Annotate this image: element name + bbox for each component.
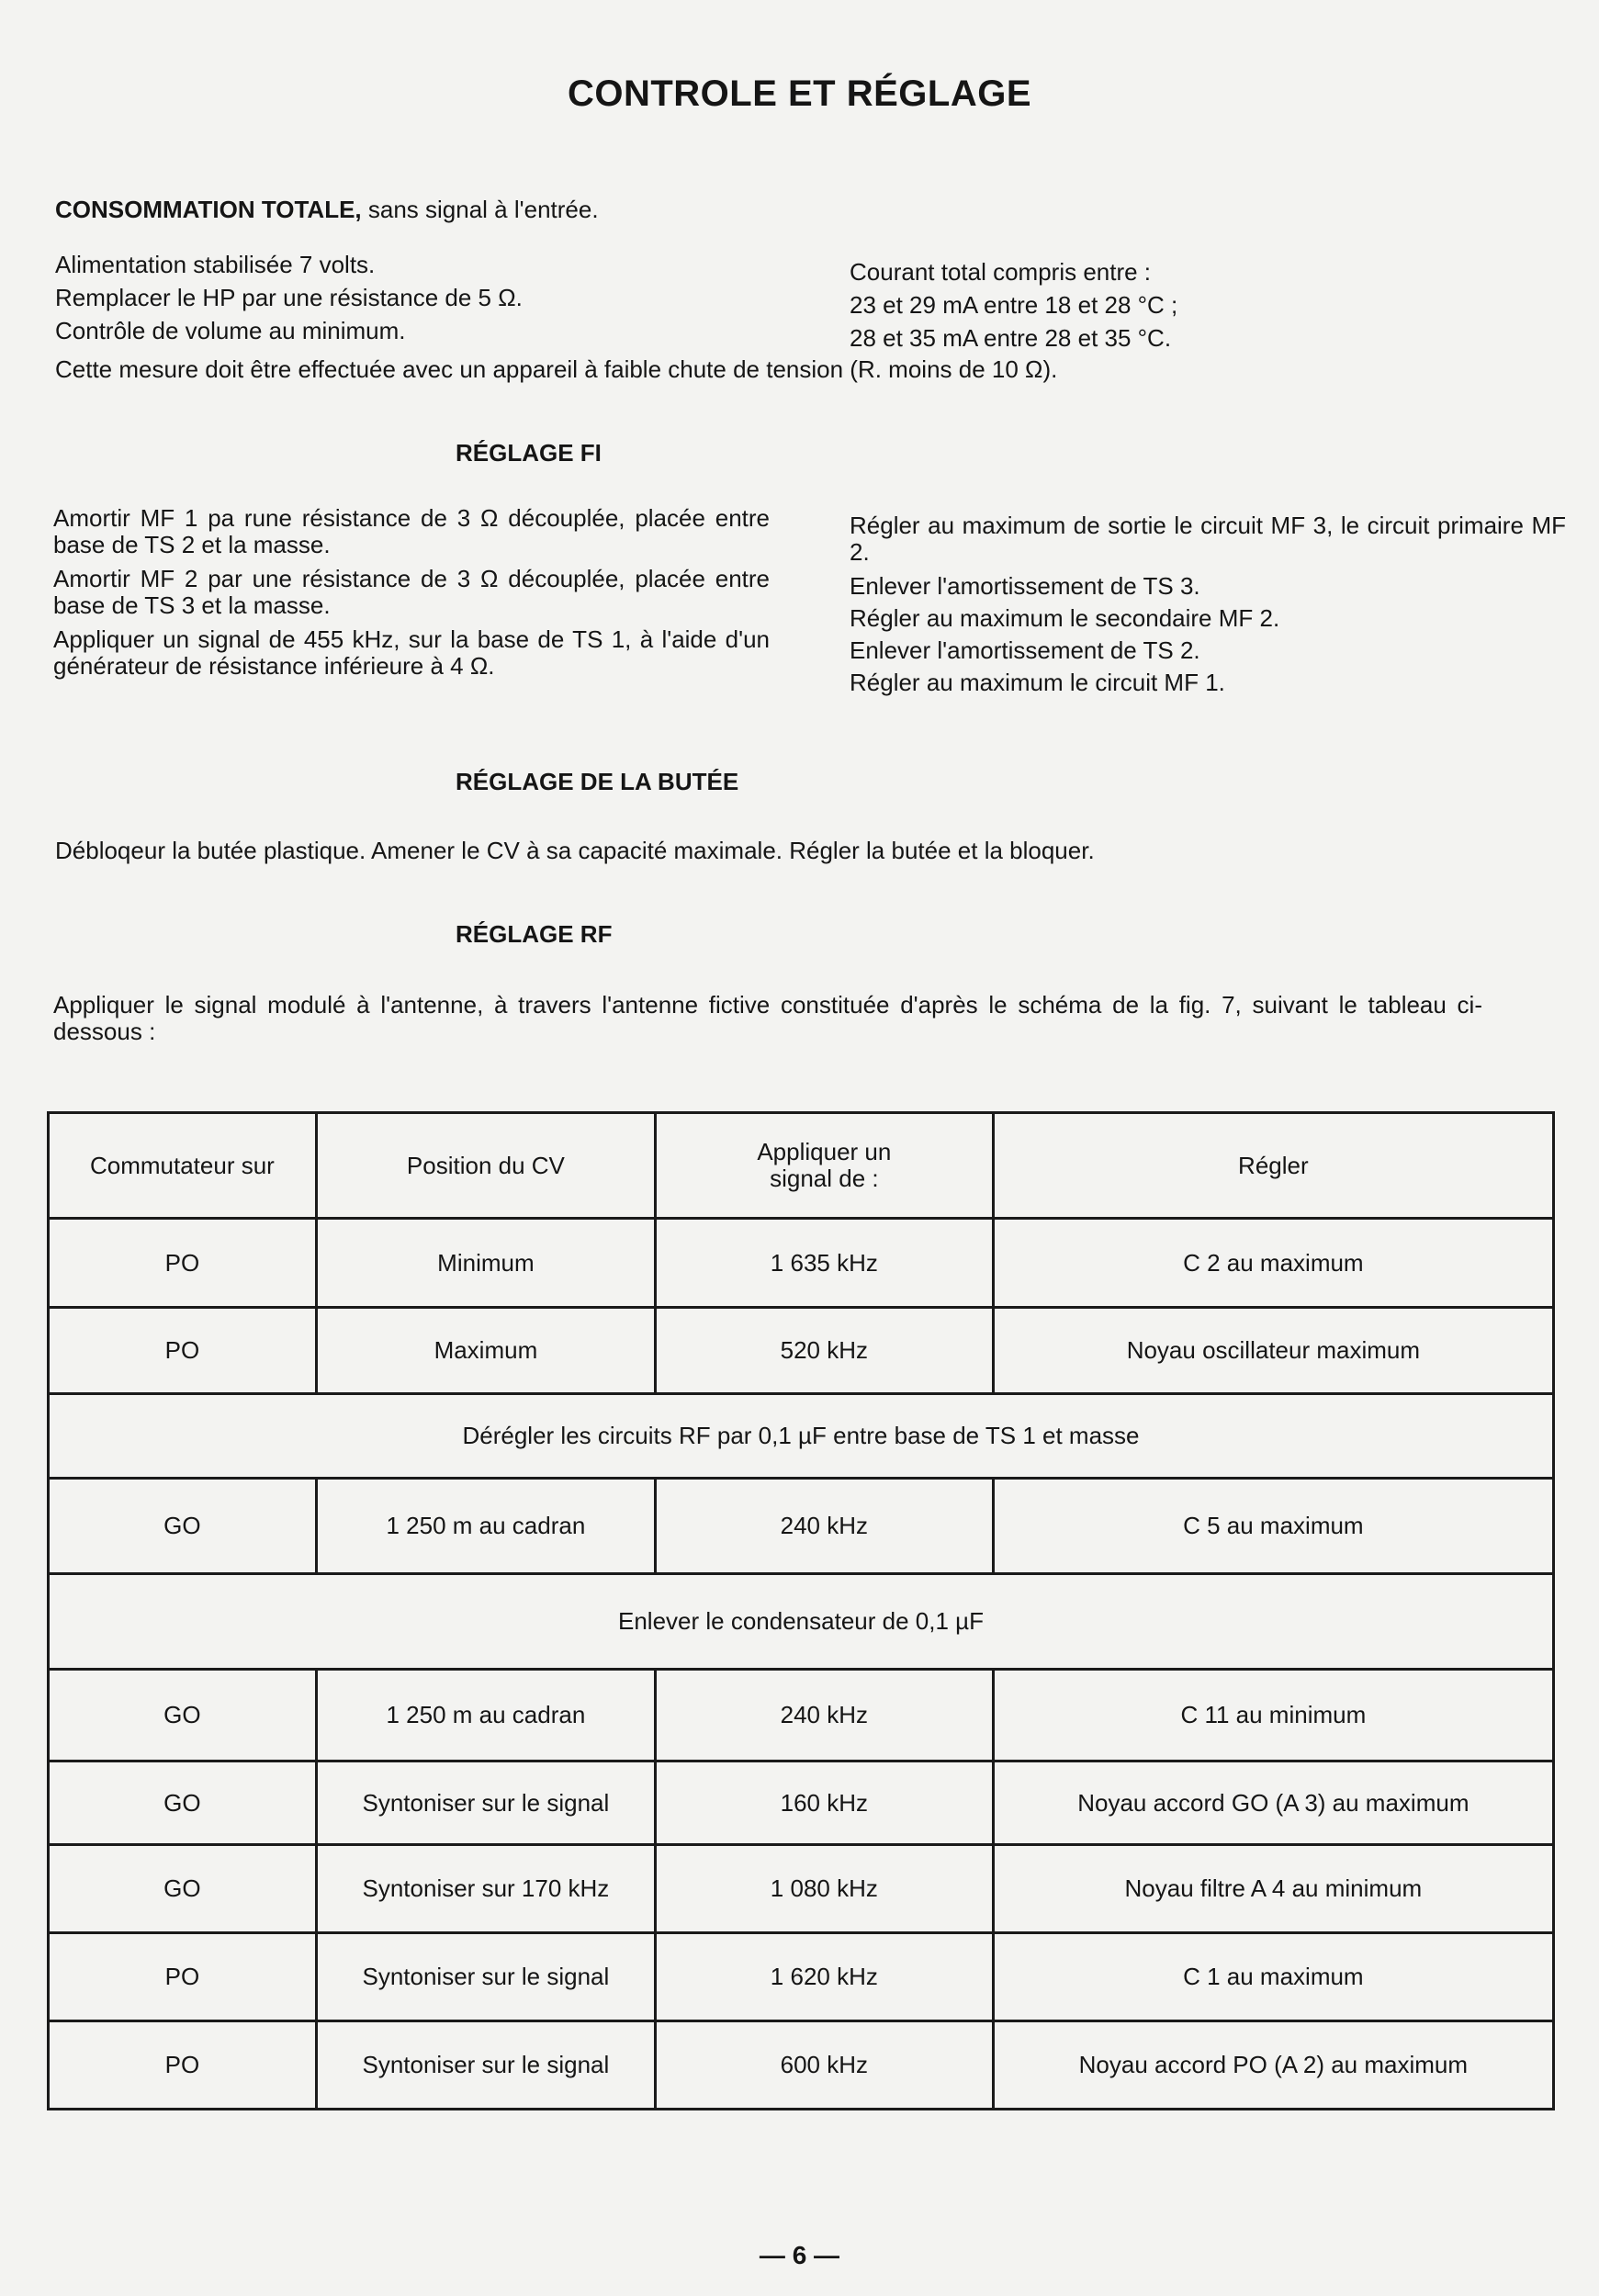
reglage-fi-left bbox=[53, 505, 770, 687]
table-row bbox=[49, 1308, 1554, 1394]
page-number: — 6 — bbox=[759, 2241, 840, 2269]
fi-step: Amortir MF 1 pa rune résistance de 3 Ω découplée, placée entre base de TS 2 et la masse. bbox=[53, 504, 770, 558]
rf-alignment-table bbox=[47, 1111, 1555, 2110]
cell-signal: 600 kHz bbox=[655, 2021, 993, 2110]
cell-instruction: Dérégler les circuits RF par 0,1 µF entre base de TS 1 et masse bbox=[49, 1394, 1554, 1479]
cell-regler: C 1 au maximum bbox=[993, 1933, 1553, 2021]
fi-step: Régler au maximum le secondaire MF 2. bbox=[850, 604, 1280, 632]
cell-position: Maximum bbox=[316, 1308, 655, 1394]
page-title: CONTROLE ET RÉGLAGE bbox=[567, 73, 1032, 114]
table-row bbox=[49, 1845, 1554, 1933]
cell-regler: Noyau filtre A 4 au minimum bbox=[993, 1845, 1553, 1933]
cell-commutateur: PO bbox=[49, 1933, 317, 2021]
cell-signal: 240 kHz bbox=[655, 1670, 993, 1761]
table-row bbox=[49, 1219, 1554, 1308]
table-row bbox=[49, 1761, 1554, 1845]
cell-commutateur: PO bbox=[49, 1219, 317, 1308]
header-regler: Régler bbox=[993, 1113, 1553, 1219]
cell-regler: Noyau oscillateur maximum bbox=[993, 1308, 1553, 1394]
reglage-fi-right bbox=[850, 512, 1566, 703]
consommation-line: Contrôle de volume au minimum. bbox=[55, 317, 406, 344]
fi-step: Régler au maximum de sortie le circuit MF 3, le circuit primaire MF 2. bbox=[850, 512, 1566, 566]
reglage-fi-heading: RÉGLAGE FI bbox=[456, 439, 602, 467]
cell-regler: Noyau accord GO (A 3) au maximum bbox=[993, 1761, 1553, 1845]
cell-regler: C 5 au maximum bbox=[993, 1479, 1553, 1574]
cell-regler: Noyau accord PO (A 2) au maximum bbox=[993, 2021, 1553, 2110]
cell-position: Minimum bbox=[316, 1219, 655, 1308]
header-commutateur: Commutateur sur bbox=[49, 1113, 317, 1219]
courant-line: Courant total compris entre : bbox=[850, 258, 1152, 286]
fi-step: Enlever l'amortissement de TS 2. bbox=[850, 636, 1200, 664]
table-row bbox=[49, 1933, 1554, 2021]
cell-position: Syntoniser sur le signal bbox=[316, 2021, 655, 2110]
table-row bbox=[49, 2021, 1554, 2110]
butee-heading: RÉGLAGE DE LA BUTÉE bbox=[456, 768, 739, 795]
reglage-rf-heading: RÉGLAGE RF bbox=[456, 920, 613, 948]
header-position: Position du CV bbox=[316, 1113, 655, 1219]
cell-signal: 1 080 kHz bbox=[655, 1845, 993, 1933]
fi-step: Amortir MF 2 par une résistance de 3 Ω découplée, placée entre base de TS 3 et la masse. bbox=[53, 565, 770, 619]
cell-position: Syntoniser sur le signal bbox=[316, 1933, 655, 2021]
fi-step: Enlever l'amortissement de TS 3. bbox=[850, 572, 1200, 600]
consommation-heading bbox=[55, 193, 599, 226]
cell-regler: C 11 au minimum bbox=[993, 1670, 1553, 1761]
cell-commutateur: GO bbox=[49, 1845, 317, 1933]
cell-position: 1 250 m au cadran bbox=[316, 1670, 655, 1761]
consommation-line: Remplacer le HP par une résistance de 5 Ω. bbox=[55, 284, 523, 311]
table-header-row bbox=[49, 1113, 1554, 1219]
cell-commutateur: GO bbox=[49, 1761, 317, 1845]
cell-signal: 240 kHz bbox=[655, 1479, 993, 1574]
consommation-note: Cette mesure doit être effectuée avec un appareil à faible chute de tension (R. moins de 10 Ω). bbox=[55, 355, 1058, 383]
cell-signal: 160 kHz bbox=[655, 1761, 993, 1845]
fi-step: Appliquer un signal de 455 kHz, sur la base de TS 1, à l'aide d'un générateur de résistance inférieure à 4 Ω. bbox=[53, 625, 770, 680]
cell-position: 1 250 m au cadran bbox=[316, 1479, 655, 1574]
cell-commutateur: PO bbox=[49, 1308, 317, 1394]
courant-line: 28 et 35 mA entre 28 et 35 °C. bbox=[850, 324, 1172, 352]
cell-commutateur: GO bbox=[49, 1670, 317, 1761]
cell-position: Syntoniser sur le signal bbox=[316, 1761, 655, 1845]
table-span-row bbox=[49, 1574, 1554, 1670]
cell-commutateur: GO bbox=[49, 1479, 317, 1574]
cell-commutateur: PO bbox=[49, 2021, 317, 2110]
consommation-heading-bold: CONSOMMATION TOTALE, bbox=[55, 196, 362, 223]
cell-signal: 1 620 kHz bbox=[655, 1933, 993, 2021]
courant-line: 23 et 29 mA entre 18 et 28 °C ; bbox=[850, 291, 1178, 319]
consommation-line: Alimentation stabilisée 7 volts. bbox=[55, 251, 376, 278]
table-row bbox=[49, 1479, 1554, 1574]
cell-position: Syntoniser sur 170 kHz bbox=[316, 1845, 655, 1933]
cell-signal: 1 635 kHz bbox=[655, 1219, 993, 1308]
cell-regler: C 2 au maximum bbox=[993, 1219, 1553, 1308]
header-signal: Appliquer un signal de : bbox=[655, 1113, 993, 1219]
fi-step: Régler au maximum le circuit MF 1. bbox=[850, 669, 1225, 696]
table-span-row bbox=[49, 1394, 1554, 1479]
cell-signal: 520 kHz bbox=[655, 1308, 993, 1394]
consommation-left bbox=[55, 248, 523, 347]
butee-text: Débloqeur la butée plastique. Amener le CV à sa capacité maximale. Régler la butée et la bloquer. bbox=[55, 837, 1095, 864]
consommation-right bbox=[850, 255, 1177, 355]
table-row bbox=[49, 1670, 1554, 1761]
reglage-rf-text: Appliquer le signal modulé à l'antenne, à travers l'antenne fictive constituée d'après le schéma de la fig. 7, suivant le tableau ci-dessous : bbox=[53, 991, 1482, 1045]
cell-instruction: Enlever le condensateur de 0,1 µF bbox=[49, 1574, 1554, 1670]
consommation-heading-rest: sans signal à l'entrée. bbox=[361, 196, 599, 223]
